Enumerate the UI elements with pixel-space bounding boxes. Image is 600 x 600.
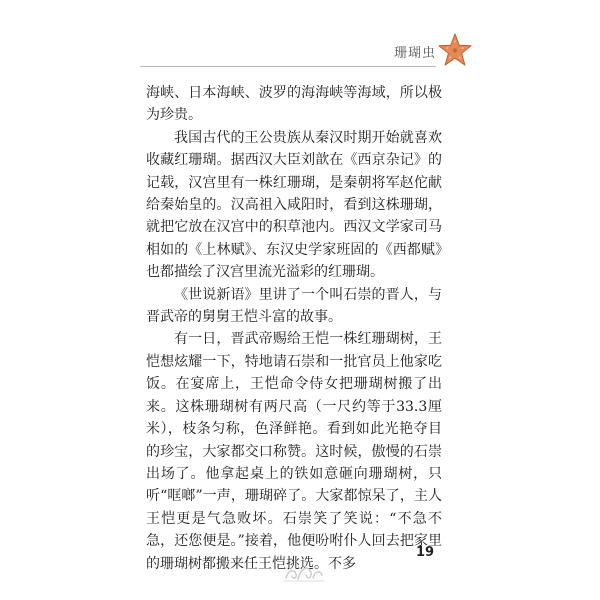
starfish-icon — [436, 32, 474, 68]
paragraph-2: 我国古代的王公贵族从秦汉时期开始就喜欢收藏红珊瑚。据西汉大臣刘歆在《西京杂记》的记载，汉宫里有一株红珊瑚，是秦朝将军赵佗献给秦始皇的。汉高祖入咸阳时，看到这株珊瑚，就把它放在汉宫中的积草池内。西汉文学家司马相如的《上林赋》、东汉史学家班固的《西都赋》也都描绘了汉宫里流光溢彩的红珊瑚。 — [146, 129, 442, 281]
paragraph-4: 有一日，晋武帝赐给王恺一株红珊瑚树，王恺想炫耀一下，特地请石崇和一批官员上他家吃饭。在宴席上，王恺命令侍女把珊瑚树搬了出来。这株珊瑚树有两尺高（一尺约等于33.3厘米），枝条匀称，色泽鲜艳。看到如此光艳夺目的珍宝，大家都交口称赞。这时候，傲慢的石崇出场了。他拿起桌上的铁如意砸向珊瑚树，只听“哐啷”一声，珊瑚碎了。大家都惊呆了，主人王恺更是气急败坏。石崇笑了笑说：“不急不急，还您便是。”接着，他便吩咐仆人回去把家里的珊瑚树都搬来任王恺挑选。不多 — [146, 331, 442, 572]
wave-ornament-icon — [282, 558, 326, 584]
body-text — [146, 82, 442, 575]
header-rule — [140, 66, 436, 67]
paragraph-1: 海峡、日本海峡、波罗的海海峡等海域，所以极为珍贵。 — [146, 85, 442, 124]
page-number: 19 — [416, 545, 435, 560]
paragraph-3: 《世说新语》里讲了一个叫石崇的晋人，与晋武帝的舅舅王恺斗富的故事。 — [146, 286, 442, 326]
running-header-title: 珊瑚虫 — [394, 46, 437, 61]
